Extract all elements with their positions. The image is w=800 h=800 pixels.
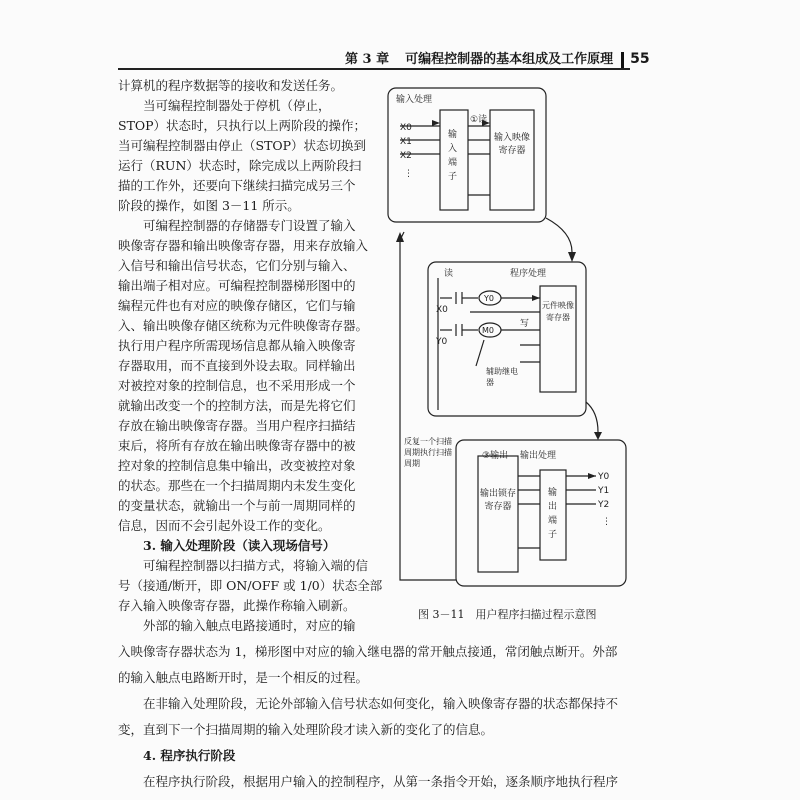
read-label: ①读 — [470, 115, 488, 125]
chapter-title: 可编程控制器的基本组成及工作原理 — [405, 52, 614, 67]
figure-caption: 图 3－11 用户程序扫描过程示意图 — [418, 608, 597, 621]
section-heading: 4. 程序执行阶段 — [118, 748, 236, 763]
repeat-note: 反复一个扫描周期执行扫描周期 — [404, 437, 452, 468]
input-terminal-label: 输入端子 — [448, 130, 458, 182]
text-line: 映像寄存器和输出映像寄存器，用来存放输入 — [118, 238, 369, 253]
text-line: 输出端子相对应。可编程控制器梯形图中的 — [118, 278, 356, 293]
page-number: 55 — [630, 51, 650, 67]
text-line: 入信号和输出信号状态，它们分别与输入、 — [118, 258, 356, 273]
input-image-register-label: 输入映像寄存器 — [494, 133, 531, 156]
output-signal: Y0 — [598, 472, 610, 482]
input-signal: X1 — [400, 137, 412, 147]
text-line: 在程序执行阶段，根据用户输入的控制程序，从第一条指令开始，逐条顺序地执行程序 — [118, 774, 619, 789]
read-label: 读 — [444, 269, 454, 279]
write-label: 写 — [520, 319, 530, 329]
output-section-label: 输出处理 — [520, 451, 557, 461]
text-line: 执行用户程序所需现场信息都从输入映像寄 — [118, 338, 356, 353]
text-line: 的输入触点电路断开时，是一个相反的过程。 — [118, 670, 369, 685]
output-signal: Y2 — [598, 500, 610, 510]
text-line: 当可编程控制器处于停机（停止， — [118, 98, 331, 113]
section-heading: 3. 输入处理阶段（读入现场信号） — [118, 538, 336, 553]
input-signal: X0 — [400, 123, 412, 133]
text-line: 变，直到下一个扫描周期的输入处理阶段才读入新的变化了的信息。 — [118, 722, 494, 737]
text-line: 编程元件也有对应的映像存储区，它们与输 — [118, 298, 356, 313]
text-line: 的状态。那些在一个扫描周期内未发生变化 — [118, 478, 356, 493]
output-label: ③输出 — [482, 451, 509, 461]
input-signal: ⋮ — [404, 169, 413, 179]
text-line: 存入输入映像寄存器，此操作称输入刷新。 — [118, 598, 356, 613]
text-line: 对被控对象的控制信息，也不采用形成一个 — [118, 378, 356, 393]
aux-relay-label: 辅助继电器 — [486, 367, 518, 387]
input-signal: X2 — [400, 151, 412, 161]
input-image-register-block — [490, 110, 534, 210]
rung-input: X0 — [436, 305, 448, 315]
text-line: 的变量状态，就输出一个与前一周期同样的 — [118, 498, 356, 513]
coil-m0: M0 — [482, 326, 494, 335]
text-line: 号（接通/断开，即 ON/OFF 或 1/0）状态全部 — [118, 578, 383, 593]
text-line: 外部的输入触点电路接通时，对应的输 — [118, 618, 356, 633]
rung-input: Y0 — [436, 337, 448, 347]
text-line: 描的工作外，还要向下继续扫描完成另三个 — [118, 178, 356, 193]
text-line: 运行（RUN）状态时，除完成以上两阶段扫 — [118, 158, 362, 173]
text-line: 可编程控制器的存储器专门设置了输入 — [118, 218, 356, 233]
text-line: 在非输入处理阶段，无论外部输入信号状态如何变化，输入映像寄存器的状态都保持不 — [118, 696, 619, 711]
text-line: 当可编程控制器由停止（STOP）状态切换到 — [118, 138, 367, 153]
text-line: 束后，将所有存放在输出映像寄存器中的被 — [118, 438, 356, 453]
text-line: 存器取用，而不直接到外设去取。同样输出 — [118, 358, 356, 373]
text-line: 存放在输出映像寄存器。当用户程序扫描结 — [118, 418, 356, 433]
output-latch-block — [478, 456, 518, 572]
text-line: 控对象的控制信息集中输出，改变被控对象 — [118, 458, 356, 473]
input-section-label: 输入处理 — [396, 95, 433, 105]
text-line: STOP）状态时，只执行以上两阶段的操作； — [118, 118, 367, 133]
program-processing-box — [428, 262, 586, 416]
text-line: 信息，因而不会引起外设工作的变化。 — [118, 518, 331, 533]
text-line: 入、输出映像存储区统称为元件映像寄存器。 — [118, 318, 369, 333]
text-line: 入映像寄存器状态为 1，梯形图中对应的输入继电器的常开触点接通，常闭触点断开。外部 — [118, 644, 618, 659]
output-latch-label: 输出锁存寄存器 — [480, 489, 517, 512]
text-line: 就输出改变一个的控制方法，而是先将它们 — [118, 398, 356, 413]
output-terminal-label: 输出端子 — [548, 488, 558, 540]
element-image-register-label: 元件映像寄存器 — [542, 301, 574, 322]
text-line: 可编程控制器以扫描方式，将输入端的信 — [118, 558, 369, 573]
output-signal: Y1 — [598, 486, 610, 496]
output-signal: ⋮ — [602, 517, 611, 527]
program-section-label: 程序处理 — [510, 269, 547, 279]
text-line: 阶段的操作，如图 3－11 所示。 — [118, 198, 300, 213]
chapter-label: 第 3 章 — [345, 52, 390, 67]
coil-y0: Y0 — [484, 294, 494, 303]
text-line: 计算机的程序数据等的接收和发送任务。 — [118, 78, 344, 93]
